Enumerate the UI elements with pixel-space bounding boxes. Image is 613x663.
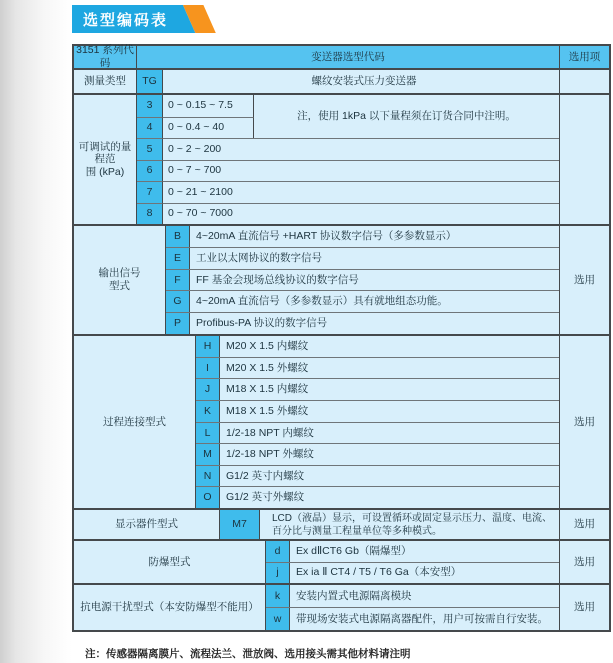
table-row: [196, 422, 559, 444]
table-header-row: [74, 46, 609, 68]
page-edge-gradient: [0, 0, 80, 663]
measure-type-label: 测量类型: [74, 70, 137, 93]
range-code: 3: [137, 95, 163, 117]
table-row: [266, 607, 559, 630]
process-code: J: [196, 379, 220, 400]
table-row: [166, 226, 559, 247]
anti-desc: 带现场安装式电源隔离器配件，用户可按需自行安装。: [290, 608, 559, 630]
range-value: 0 ~ 70 ~ 7000: [163, 203, 559, 225]
process-connection-optional: 选用: [559, 336, 609, 508]
measure-type-optional: [559, 70, 609, 93]
range-note: 注，使用 1kPa 以下量程须在订货合同中注明。: [297, 110, 516, 123]
col-header-series: 3151 系列代码: [74, 46, 137, 68]
process-code: L: [196, 423, 220, 444]
section-banner: [72, 5, 218, 33]
process-code: O: [196, 487, 220, 508]
output-signal-label-line1: 输出信号: [98, 267, 141, 280]
output-signal-label: [74, 226, 166, 334]
range-code: 5: [137, 138, 163, 160]
process-desc: 1/2-18 NPT 外螺纹: [220, 444, 559, 465]
range-code: 8: [137, 203, 163, 225]
col-header-optional: 选用项: [559, 46, 609, 68]
anti-interference-rows: [266, 585, 559, 630]
selection-code-table: [72, 44, 611, 632]
explosion-proof-label: 防爆型式: [74, 541, 266, 583]
table-row: [266, 541, 559, 562]
output-signal-optional: 选用: [559, 226, 609, 334]
table-row: [166, 269, 559, 291]
table-row: [166, 247, 559, 269]
process-desc: M20 X 1.5 外螺纹: [220, 358, 559, 379]
table-row: [196, 357, 559, 379]
display-optional: 选用: [559, 510, 609, 539]
table-row: [266, 585, 559, 607]
output-desc: Profibus-PA 协议的数字信号: [190, 313, 559, 334]
display-desc: [260, 510, 559, 539]
row-measure-type: [74, 68, 609, 93]
anti-desc: 安装内置式电源隔离模块: [290, 585, 559, 607]
process-desc: M18 X 1.5 外螺纹: [220, 401, 559, 422]
explosion-code: d: [266, 541, 290, 562]
range-label-line1: 可调试的量程范: [78, 140, 132, 166]
explosion-proof-optional: 选用: [559, 541, 609, 583]
process-code: M: [196, 444, 220, 465]
range-code: 4: [137, 117, 163, 139]
anti-code: w: [266, 608, 290, 630]
table-row: [266, 562, 559, 584]
table-row: [196, 465, 559, 487]
range-value: 0 ~ 0.15 ~ 7.5: [163, 95, 254, 117]
group-process-connection: [74, 334, 609, 508]
explosion-desc: Ex dⅡCT6 Gb（隔爆型）: [290, 541, 559, 562]
table-row: [166, 290, 559, 312]
range-label: [74, 95, 137, 224]
process-desc: 1/2-18 NPT 内螺纹: [220, 423, 559, 444]
display-code: M7: [220, 510, 260, 539]
range-value: 0 ~ 7 ~ 700: [163, 160, 559, 182]
section-title: 选型编码表: [83, 11, 169, 29]
anti-code: k: [266, 585, 290, 607]
table-row: [196, 443, 559, 465]
process-connection-rows: [196, 336, 559, 508]
output-desc: 工业以太网协议的数字信号: [190, 248, 559, 269]
process-desc: M20 X 1.5 内螺纹: [220, 336, 559, 357]
process-desc: G1/2 英寸外螺纹: [220, 487, 559, 508]
output-desc: 4~20mA 直流信号（多参数显示）具有就地组态功能。: [190, 291, 559, 312]
range-label-line2: 围 (kPa): [85, 165, 125, 178]
measure-type-code: TG: [137, 70, 163, 93]
output-code: E: [166, 248, 190, 269]
group-output-signal: [74, 224, 609, 334]
table-row: [196, 486, 559, 508]
output-desc: 4~20mA 直流信号 +HART 协议数字信号（多参数显示）: [190, 226, 559, 247]
table-row: [196, 400, 559, 422]
range-code: 7: [137, 181, 163, 203]
output-code: F: [166, 270, 190, 291]
output-desc: FF 基金会现场总线协议的数字信号: [190, 270, 559, 291]
display-label: 显示器件型式: [74, 510, 220, 539]
process-desc: M18 X 1.5 内螺纹: [220, 379, 559, 400]
explosion-proof-rows: [266, 541, 559, 583]
measure-type-desc: 螺纹安装式压力变送器: [163, 70, 559, 93]
explosion-desc: Ex ia Ⅱ CT4 / T5 / T6 Ga（本安型）: [290, 563, 559, 584]
display-desc-text: LCD（液晶）显示，可设置循环或固定显示压力、温度、电流、百分比与测量工程量单位等多种模式。: [272, 512, 553, 537]
process-code: K: [196, 401, 220, 422]
process-code: I: [196, 358, 220, 379]
output-signal-label-line2: 型式: [109, 280, 130, 292]
range-value: 0 ~ 21 ~ 2100: [163, 181, 559, 203]
output-code: P: [166, 313, 190, 334]
range-value: 0 ~ 0.4 ~ 40: [163, 117, 254, 139]
output-signal-rows: [166, 226, 559, 334]
anti-interference-optional: 选用: [559, 585, 609, 630]
table-row: [196, 378, 559, 400]
group-anti-interference: [74, 583, 609, 630]
footer-note: 注：传感器隔离膜片、流程法兰、泄放阀、选用接头需其他材料请注明: [85, 648, 411, 660]
explosion-code: j: [266, 563, 290, 584]
group-explosion-proof: [74, 539, 609, 583]
process-code: N: [196, 466, 220, 487]
range-grid: [137, 95, 559, 224]
process-desc: G1/2 英寸内螺纹: [220, 466, 559, 487]
range-value: 0 ~ 2 ~ 200: [163, 138, 559, 160]
range-optional: [559, 95, 609, 224]
col-header-selection: 变送器选型代码: [137, 46, 559, 68]
output-code: G: [166, 291, 190, 312]
anti-interference-label: 抗电源干扰型式（本安防爆型不能用）: [74, 585, 266, 630]
row-display-device: [74, 508, 609, 539]
group-range: [74, 93, 609, 224]
range-code: 6: [137, 160, 163, 182]
process-connection-label: 过程连接型式: [74, 336, 196, 508]
table-row: [166, 312, 559, 334]
table-row: [196, 336, 559, 357]
process-code: H: [196, 336, 220, 357]
output-code: B: [166, 226, 190, 247]
